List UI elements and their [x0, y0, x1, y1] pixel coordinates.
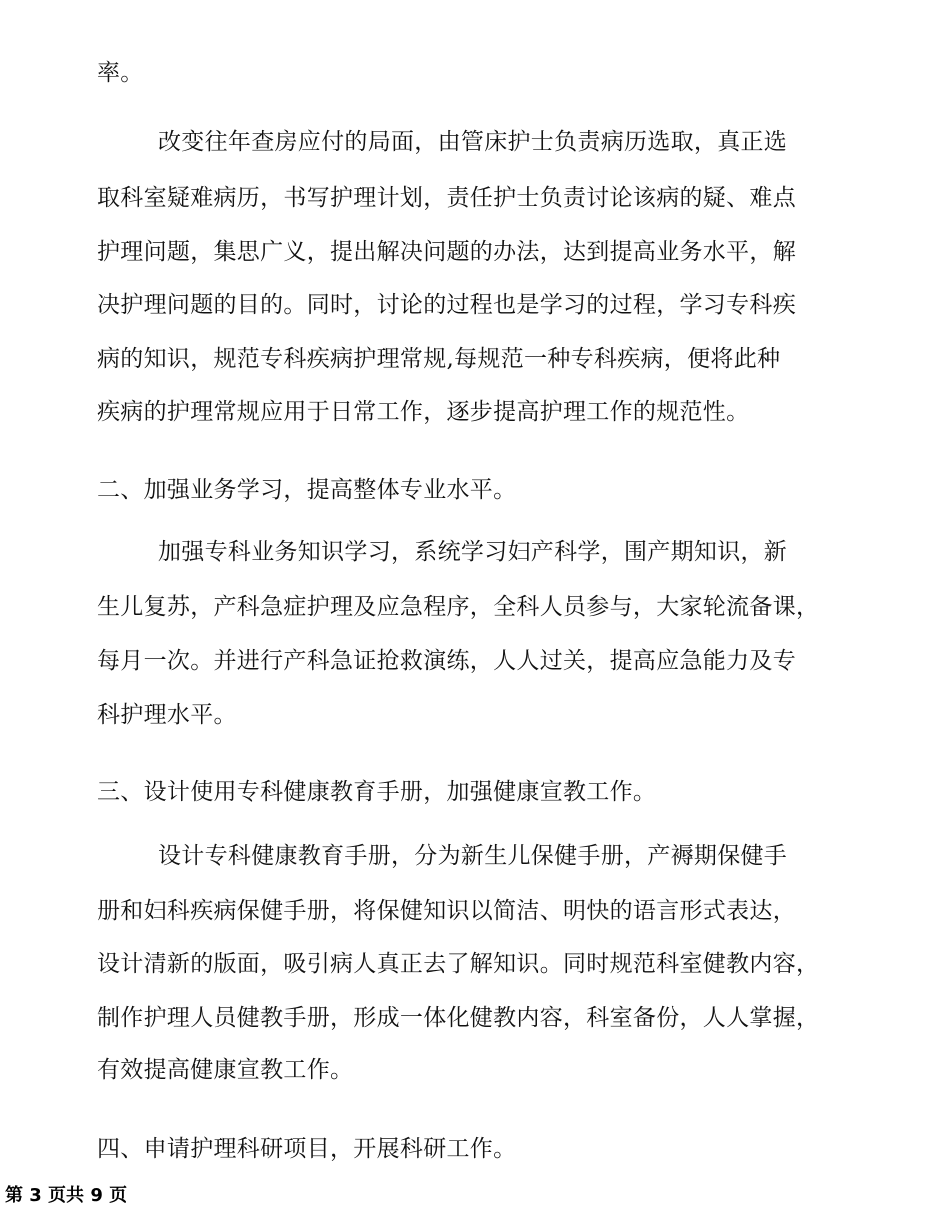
- text-line: 每月一次。并进行产科急证抢救演练，人人过关，提高应急能力及专: [97, 648, 796, 674]
- page-number: 第 3 页共 9 页: [5, 1185, 128, 1206]
- section-heading: 二、加强业务学习，提高整体专业水平。: [97, 477, 517, 503]
- text-line: 有效提高健康宣教工作。: [97, 1057, 354, 1083]
- text-line: 加强专科业务知识学习，系统学习妇产科学，围产期知识，新: [158, 539, 788, 565]
- text-line: 改变往年查房应付的局面，由管床护士负责病历选取，真正选: [158, 129, 788, 155]
- section-heading: 三、设计使用专科健康教育手册，加强健康宣教工作。: [97, 779, 657, 805]
- text-line: 设计清新的版面，吸引病人真正去了解知识。同时规范科室健教内容，: [97, 951, 820, 977]
- text-line: 护理问题，集思广义，提出解决问题的办法，达到提高业务水平，解: [97, 239, 796, 265]
- text-line: 生儿复苏，产科急症护理及应急程序，全科人员参与，大家轮流备课，: [97, 594, 820, 620]
- text-line: 决护理问题的目的。同时，讨论的过程也是学习的过程，学习专科疾: [97, 292, 796, 318]
- text-line: 设计专科健康教育手册，分为新生儿保健手册，产褥期保健手: [158, 843, 788, 869]
- text-line: 册和妇科疾病保健手册，将保健知识以简洁、明快的语言形式表达，: [97, 898, 796, 924]
- text-line: 取科室疑难病历，书写护理计划，责任护士负责讨论该病的疑、难点: [97, 185, 796, 211]
- text-line: 率。: [97, 60, 144, 86]
- text-line: 制作护理人员健教手册，形成一体化健教内容，科室备份，人人掌握，: [97, 1005, 820, 1031]
- text-line: 病的知识，规范专科疾病护理常规,每规范一种专科疾病，便将此种: [97, 346, 781, 372]
- text-line: 疾病的护理常规应用于日常工作，逐步提高护理工作的规范性。: [97, 399, 750, 425]
- text-line: 科护理水平。: [97, 702, 237, 728]
- section-heading: 四、申请护理科研项目，开展科研工作。: [97, 1136, 517, 1162]
